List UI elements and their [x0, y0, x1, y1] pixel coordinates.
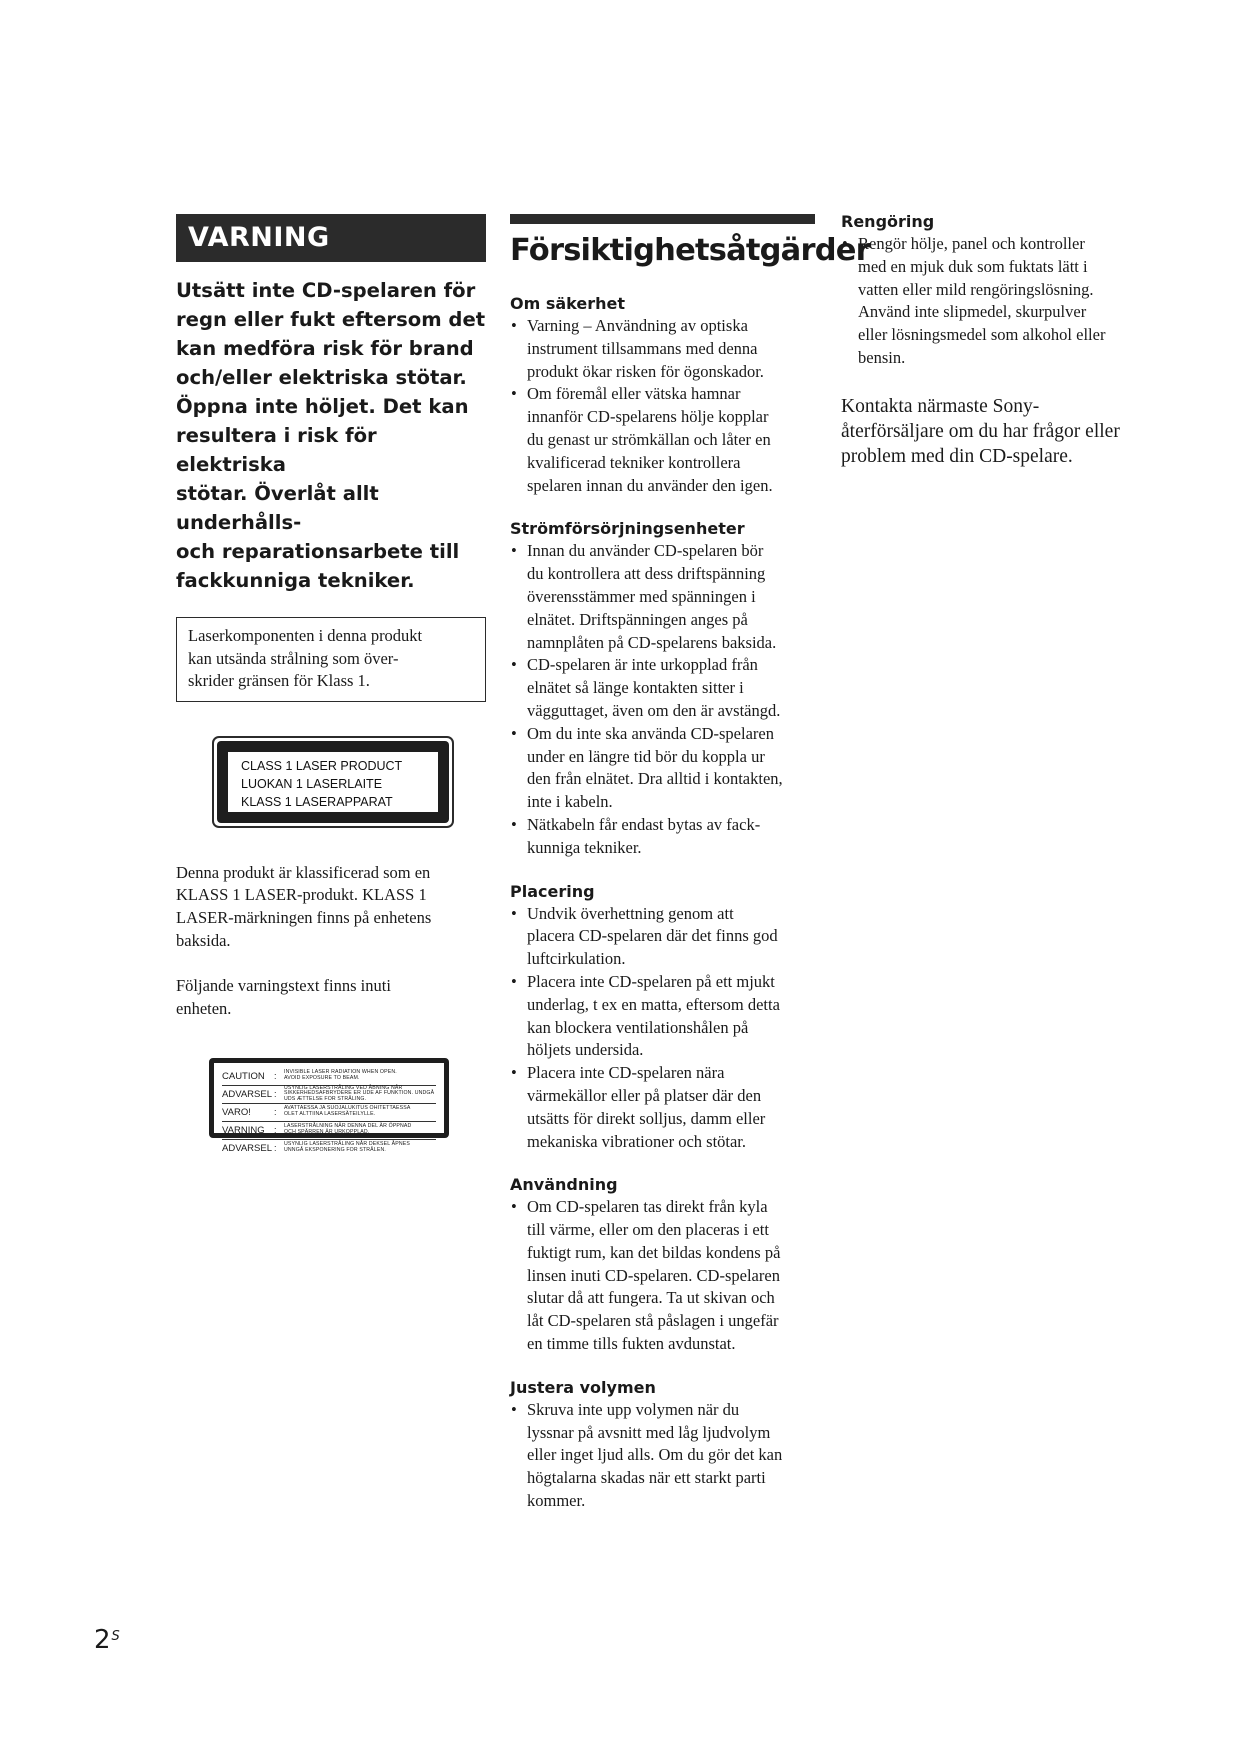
section-title: Om säkerhet [510, 294, 626, 313]
bullet-list [841, 233, 1151, 370]
list-item-line: bensin. [858, 347, 906, 367]
list-item-line: • Skruva inte upp volymen när du [527, 1399, 740, 1419]
paragraph-line: baksida. [176, 930, 231, 950]
paragraph-line: Kontakta närmaste Sony- [841, 395, 1040, 417]
caution-text: SIKKERHEDSAFBRYDERE ER UDE AF FUNKTION. UNDGÅ UDS ÆTTELSE FOR STRÅLING. [284, 1090, 435, 1103]
section-title: Justera volymen [510, 1377, 656, 1397]
list-item-line: till värme, eller om den placeras i ett [527, 1220, 769, 1240]
bullet-list [510, 1196, 815, 1356]
list-item [510, 971, 815, 1062]
caution-text: OLET ALTTIINA LASERSÄTEILYLLE. [284, 1111, 376, 1118]
caution-key: VARO! [222, 1106, 251, 1118]
list-item-line: kan blockera ventilationshålen på [527, 1017, 749, 1037]
caution-label [209, 1058, 449, 1154]
list-item-line: • CD-spelaren är inte urkopplad från [527, 655, 758, 675]
paragraph-line: KLASS 1 LASER-produkt. KLASS 1 [176, 885, 427, 905]
list-item-line: värmekällor eller på platser där den [527, 1085, 762, 1105]
list-item-line: med en mjuk duk som fuktats lätt i [858, 256, 1088, 276]
paragraph-line: Denna produkt är klassificerad som en [176, 862, 431, 882]
list-item-line: eller inget ljud alls. Om du gör det kan [527, 1445, 783, 1465]
warning-line: Utsätt inte CD-spelaren för [176, 279, 476, 302]
bullet-list [510, 540, 815, 859]
list-item-line: linsen inuti CD-spelaren. CD-spelaren [527, 1265, 780, 1285]
paragraph-line: Följande varningstext finns inuti [176, 976, 391, 996]
middle-column [510, 214, 870, 1513]
laser-note-line: skrider gränsen för Klass 1. [188, 671, 370, 690]
caution-text: UNNGÅ EKSPONERING FOR STRÅLEN. [284, 1147, 386, 1154]
list-item [510, 903, 815, 971]
caution-key: CAUTION [222, 1070, 265, 1082]
right-column [841, 211, 1151, 469]
caution-text: INVISIBLE LASER RADIATION WHEN OPEN. [284, 1069, 397, 1076]
laser-note-line: kan utsända strålning som över- [188, 648, 399, 668]
warning-line: stötar. Överlåt allt underhålls- [176, 482, 379, 534]
list-item-line: • Placera inte CD-spelaren på ett mjukt [527, 971, 775, 991]
warning-line: regn eller fukt eftersom det [176, 308, 486, 331]
caution-key: ADVARSEL [222, 1088, 272, 1100]
list-item-line: elnätet så länge kontakten sitter i [527, 678, 744, 698]
list-item-line: • Innan du använder CD-spelaren bör [527, 541, 764, 561]
list-item-line: • Rengör hölje, panel och kontroller [858, 234, 1085, 253]
list-item [510, 540, 815, 654]
section-title: Strömförsörjningsenheter [510, 519, 745, 539]
list-item-line: inte i kabeln. [527, 792, 613, 812]
list-item-line: högtalarna skadas när ett starkt parti [527, 1468, 766, 1488]
varning-title: VARNING [176, 214, 486, 262]
heading-rule [510, 214, 815, 224]
warning-line: kan medföra risk för brand [176, 337, 474, 360]
left-column [176, 214, 486, 1154]
section-title: Placering [510, 881, 595, 901]
paragraph-line: återförsäljare om du har frågor eller [841, 420, 1120, 442]
list-item-line: en timme tills fukten avdunstat. [527, 1334, 736, 1354]
caution-row: VARNING : LASERSTRÅLNING NÄR DENNA DEL ÄR ÖPPNAD OCH SPÄRREN ÄR URKOPPLAD. [222, 1122, 436, 1140]
caution-text: AVATTAESSA JA SUOJALUKITUS OHITETTAESSA [284, 1105, 411, 1112]
list-item [510, 1062, 815, 1153]
caution-row: CAUTION : INVISIBLE LASER RADIATION WHEN OPEN. AVOID EXPOSURE TO BEAM. [222, 1068, 436, 1086]
list-item-line: • Placera inte CD-spelaren nära [527, 1063, 725, 1083]
paragraph-line: problem med din CD-spelare. [841, 445, 1073, 467]
laser-note-line: Laserkomponenten i denna produkt [188, 626, 423, 645]
list-item-line: låt CD-spelaren stå påslagen i ungefär [527, 1311, 779, 1331]
class-label-line: KLASS 1 LASERAPPARAT [241, 794, 393, 809]
page-number-value: 2 [94, 1625, 111, 1655]
list-item-line: placera CD-spelaren där det finns god [527, 926, 778, 946]
class-label-line: LUOKAN 1 LASERLAITE [241, 776, 383, 791]
list-item-line: Använd inte slipmedel, skurpulver [858, 302, 1087, 322]
list-item-line: slutar då att fungera. Ta ut skivan och [527, 1288, 775, 1308]
list-item-line: kommer. [527, 1491, 586, 1511]
caution-text: OCH SPÄRREN ÄR URKOPPLAD. [284, 1129, 370, 1136]
list-item-line: • Nätkabeln får endast bytas av fack- [527, 814, 761, 834]
list-item [510, 654, 815, 722]
list-item-line: lyssnar på avsnitt med låg ljudvolym [527, 1422, 771, 1442]
list-item [510, 315, 815, 383]
caution-row: ADVARSEL : USYNLIG LASERSTRÅLING VED ÅBNING NÅR SIKKERHEDSAFBRYDERE ER UDE AF FUNKTION. UNDGÅ UDS ÆTTELSE FOR STRÅLING. [222, 1084, 435, 1103]
caution-text: USYNLIG LASERSTRÅLING VED ÅBNING NÅR [284, 1084, 403, 1091]
list-item [510, 723, 815, 814]
list-item-line: instrument tillsammans med denna [527, 338, 758, 358]
page-number [94, 1625, 120, 1655]
caution-text: USYNLIG LASERSTRÅLING NÅR DEKSEL ÅPNES [284, 1141, 411, 1148]
list-item-line: under en längre tid bör du koppla ur [527, 746, 765, 766]
list-item-line: kvalificerad tekniker kontrollera [527, 452, 741, 472]
list-item-line: luftcirkulation. [527, 949, 626, 969]
list-item-line: den från elnätet. Dra alltid i kontakten, [527, 769, 783, 789]
list-item-line: underlag, t ex en matta, eftersom detta [527, 994, 780, 1014]
paragraph-line: LASER-märkningen finns på enhetens [176, 907, 432, 927]
laser-note-box [176, 617, 486, 702]
list-item-line: fuktigt rum, kan det bildas kondens på [527, 1242, 781, 1262]
caution-row: ADVARSEL : USYNLIG LASERSTRÅLING NÅR DEKSEL ÅPNES UNNGÅ EKSPONERING FOR STRÅLEN. [222, 1140, 436, 1157]
list-item-line: vatten eller mild rengöringslösning. [858, 279, 1094, 299]
contact-paragraph [841, 394, 1151, 469]
list-item-line: spelaren innan du använder den igen. [527, 475, 773, 495]
list-item-line: överensstämmer med spänningen i [527, 586, 756, 606]
list-item-line: • Om CD-spelaren tas direkt från kyla [527, 1197, 768, 1217]
warning-line: och/eller elektriska stötar. [176, 366, 467, 389]
list-item-line: utsätts för direkt solljus, damm eller [527, 1108, 766, 1128]
list-item-line: • Undvik överhettning genom att [527, 903, 734, 923]
class-paragraph [176, 862, 486, 953]
bullet-list [510, 1399, 815, 1513]
list-item [510, 383, 815, 497]
class1-laser-label [212, 736, 454, 828]
list-item-line: höljets undersida. [527, 1040, 644, 1060]
list-item [510, 1196, 815, 1356]
list-item-line: eller lösningsmedel som alkohol eller [858, 325, 1106, 345]
caution-text: LASERSTRÅLNING NÄR DENNA DEL ÄR ÖPPNAD [284, 1123, 412, 1130]
list-item [841, 233, 1151, 370]
list-item-line: namnplåten på CD-spelarens baksida. [527, 632, 777, 652]
list-item-line: kunniga tekniker. [527, 837, 642, 857]
section-title: Användning [510, 1175, 618, 1195]
list-item-line: du kontrollera att dess driftspänning [527, 564, 766, 584]
list-item-line: • Om föremål eller vätska hamnar [527, 384, 741, 404]
list-item-line: vägguttaget, även om den är avstängd. [527, 700, 781, 720]
caution-row: VARO! : AVATTAESSA JA SUOJALUKITUS OHITETTAESSA OLET ALTTIINA LASERSÄTEILYLLE. [222, 1104, 436, 1122]
warning-text [176, 276, 486, 595]
list-item [510, 1399, 815, 1513]
list-item-line: • Om du inte ska använda CD-spelaren [527, 723, 774, 743]
bullet-list [510, 315, 815, 497]
paragraph-line: enheten. [176, 999, 232, 1019]
caution-key: VARNING [222, 1124, 265, 1136]
list-item-line: produkt ökar risken för ögonskador. [527, 361, 764, 381]
list-item [510, 814, 815, 860]
list-item-line: elnätet. Driftspänningen anges på [527, 609, 748, 629]
page-title: Försiktighetsåtgärder [510, 233, 870, 268]
section-title: Rengöring [841, 212, 935, 231]
warning-line: Öppna inte höljet. Det kan [176, 395, 469, 418]
warning-line: och reparationsarbete till [176, 540, 460, 563]
list-item-line: • Varning – Användning av optiska [527, 316, 748, 335]
list-item-line: du genast ur strömkällan och låter en [527, 429, 771, 449]
list-item-line: innanför CD-spelarens hölje kopplar [527, 407, 769, 427]
class-label-line: CLASS 1 LASER PRODUCT [241, 758, 403, 773]
page-number-suffix: S [111, 1629, 120, 1644]
following-paragraph [176, 975, 486, 1020]
bullet-list [510, 903, 815, 1154]
warning-line: resultera i risk för elektriska [176, 424, 377, 476]
list-item-line: mekaniska vibrationer och stötar. [527, 1131, 747, 1151]
warning-line: fackkunniga tekniker. [176, 569, 415, 592]
caution-key: ADVARSEL [222, 1142, 272, 1154]
caution-text: AVOID EXPOSURE TO BEAM. [284, 1075, 360, 1082]
